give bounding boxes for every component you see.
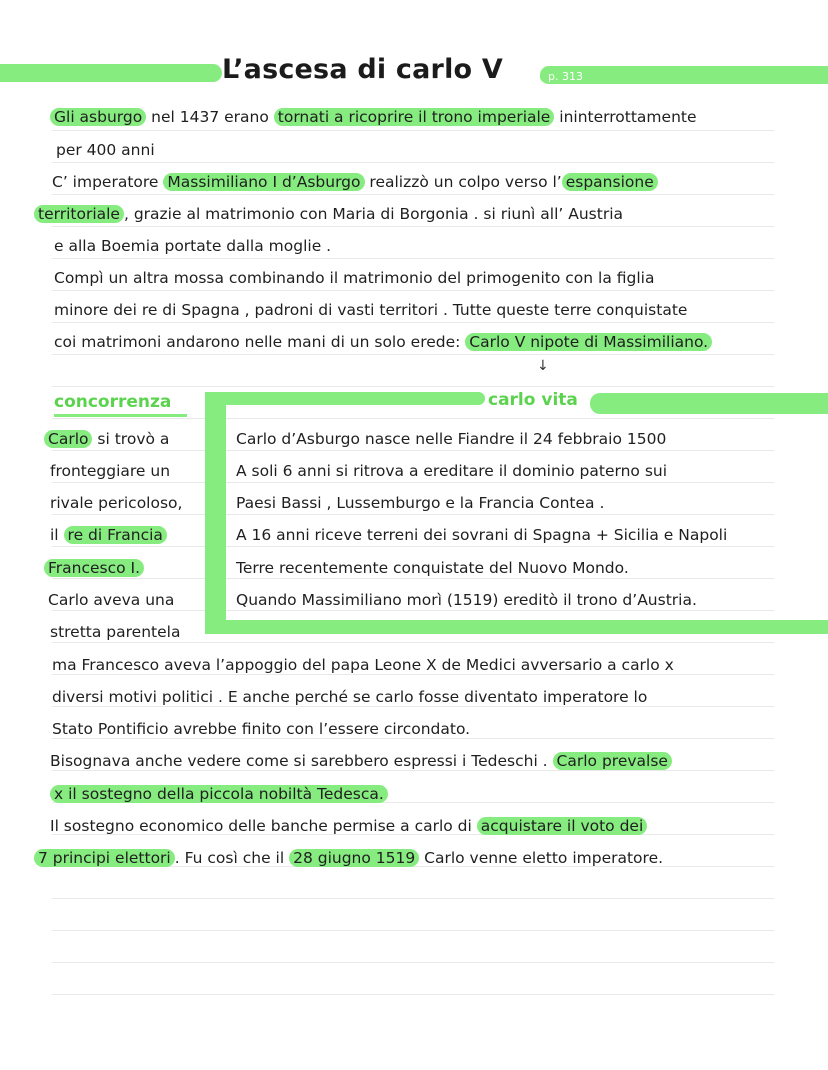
concorrenza-line bbox=[44, 557, 144, 579]
intro-line: C’ imperatore Massimiliano I d’Asburgo realizzò un colpo verso l’ espansione bbox=[52, 171, 658, 193]
vita-line: A soli 6 anni si ritrova a ereditare il dominio paterno sui bbox=[236, 462, 668, 480]
page-reference: p. 313 bbox=[540, 70, 591, 83]
intro-line: territoriale , grazie al matrimonio con Maria di Borgonia . si riunì all’ Austria bbox=[34, 203, 623, 225]
highlight: Carlo prevalse bbox=[553, 752, 672, 770]
highlight: 28 giugno 1519 bbox=[289, 849, 419, 867]
intro-line: per 400 anni bbox=[56, 141, 155, 159]
highlight: tornati a ricoprire il trono imperiale bbox=[274, 108, 555, 126]
vita-line: A 16 anni riceve terreni dei sovrani di Spagna + Sicilia e Napoli bbox=[236, 526, 728, 544]
page-title: L’ascesa di carlo V bbox=[222, 54, 503, 85]
closing-line: Bisognava anche vedere come si sarebbero espressi i Tedeschi . Carlo prevalse bbox=[50, 750, 672, 772]
closing-line bbox=[50, 783, 388, 805]
vita-line: Quando Massimiliano morì (1519) ereditò il trono d’Austria. bbox=[236, 591, 697, 609]
concorrenza-line: stretta parentela bbox=[50, 623, 181, 641]
vita-frame-top bbox=[205, 392, 485, 405]
highlight: Francesco I. bbox=[44, 559, 144, 577]
title-band-left bbox=[0, 64, 222, 82]
highlight: espansione bbox=[562, 173, 658, 191]
vita-line: Terre recentemente conquistate del Nuovo Mondo. bbox=[236, 559, 629, 577]
intro-line: coi matrimoni andarono nelle mani di un solo erede: Carlo V nipote di Massimiliano. bbox=[54, 331, 712, 353]
concorrenza-line: Carlo si trovò a bbox=[44, 428, 169, 450]
arrow-down-icon: ↓ bbox=[537, 358, 549, 374]
intro-line: Gli asburgo nel 1437 erano tornati a ricoprire il trono imperiale ininterrottamente bbox=[50, 106, 697, 128]
closing-line: Il sostegno economico delle banche permise a carlo di acquistare il voto dei bbox=[50, 815, 647, 837]
highlight: territoriale bbox=[34, 205, 124, 223]
concorrenza-line: fronteggiare un bbox=[50, 462, 171, 480]
vita-frame-bottom bbox=[205, 620, 828, 634]
concorrenza-line: il re di Francia bbox=[50, 524, 167, 546]
vita-frame-left bbox=[205, 392, 226, 632]
vita-frame-top-right bbox=[590, 393, 828, 414]
highlight: Gli asburgo bbox=[50, 108, 146, 126]
closing-line: Stato Pontificio avrebbe finito con l’essere circondato. bbox=[52, 720, 471, 738]
highlight: x il sostegno della piccola nobiltà Tedesca. bbox=[50, 785, 388, 803]
closing-line: 7 principi elettori . Fu così che il 28 giugno 1519 Carlo venne eletto imperatore. bbox=[34, 847, 663, 869]
concorrenza-line: Carlo aveva una bbox=[48, 591, 175, 609]
carlo-vita-title: carlo vita bbox=[488, 390, 578, 410]
vita-line: Paesi Bassi , Lussemburgo e la Francia Contea . bbox=[236, 494, 605, 512]
highlight: Massimiliano I d’Asburgo bbox=[163, 173, 364, 191]
highlight: Carlo bbox=[44, 430, 92, 448]
closing-line: ma Francesco aveva l’appoggio del papa Leone X de Medici avversario a carlo x bbox=[52, 656, 674, 674]
highlight: 7 principi elettori bbox=[34, 849, 175, 867]
vita-line: Carlo d’Asburgo nasce nelle Fiandre il 24 febbraio 1500 bbox=[236, 430, 667, 448]
concorrenza-title: concorrenza bbox=[54, 392, 172, 412]
highlight: Carlo V nipote di Massimiliano. bbox=[465, 333, 712, 351]
highlight: acquistare il voto dei bbox=[477, 817, 648, 835]
intro-line: minore dei re di Spagna , padroni di vasti territori . Tutte queste terre conquistate bbox=[54, 301, 688, 319]
highlight: re di Francia bbox=[64, 526, 167, 544]
concorrenza-underline bbox=[54, 414, 187, 417]
closing-line: diversi motivi politici . E anche perché se carlo fosse diventato imperatore lo bbox=[52, 688, 648, 706]
concorrenza-line: rivale pericoloso, bbox=[50, 494, 183, 512]
intro-line: e alla Boemia portate dalla moglie . bbox=[54, 237, 332, 255]
intro-line: Compì un altra mossa combinando il matrimonio del primogenito con la figlia bbox=[54, 269, 655, 287]
